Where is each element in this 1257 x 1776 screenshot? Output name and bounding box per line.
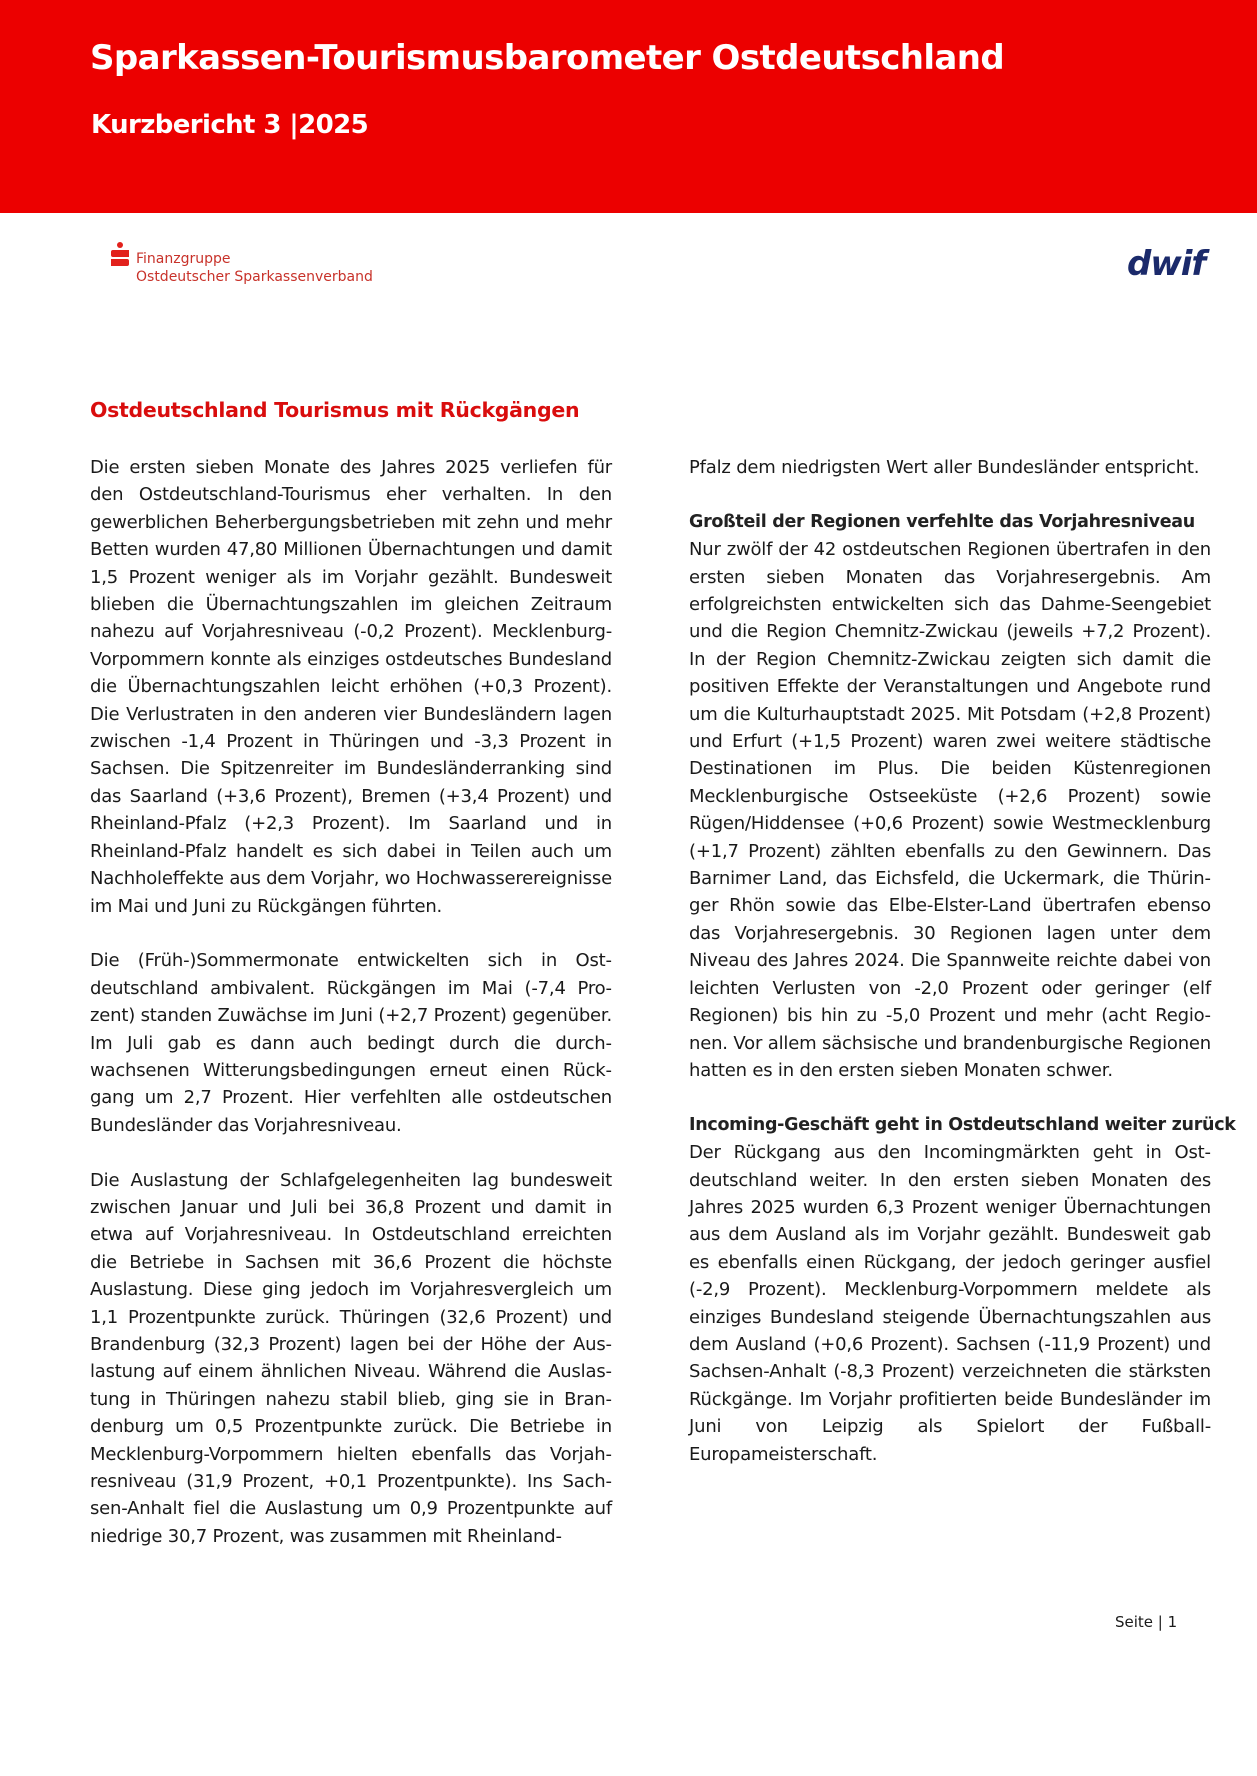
section-incoming <box>689 1112 1236 1468</box>
sparkassenverband-logo <box>110 242 373 286</box>
logo-line-1: Finanzgruppe <box>136 251 231 267</box>
paragraph: Nur zwölf der 42 ostdeutschen Regionen übertrafen in den ersten sieben Monaten das Vorjahresergebnis. Am erfolgreichsten entwickelten sich das Dahme-Seengebiet und die Region Chemnitz-Zwickau (jeweils +7,2 Prozent). In der Region Chemnitz-Zwickau zeigten sich damit die positiven Effekte der Veranstaltungen und Angebote rund um die Kulturhauptstadt 2025. Mit Potsdam (+2,8 Prozent) und Erfurt (+1,5 Prozent) waren zwei weitere städtische Destinationen im Plus. Die beiden Küstenregionen Mecklenburgische Ostseeküste (+2,6 Prozent) sowie Rügen/Hiddensee (+0,6 Prozent) sowie Westmecklenburg (+1,7 Prozent) zählten ebenfalls zu den Gewinnern. Das Barnimer Land, das Eichsfeld, die Uckermark, die Thüringer Rhön sowie das Elbe-Elster-Land übertrafen ebenso das Vorjahresergebnis. 30 Regionen lagen unter dem Niveau des Jahres 2024. Die Spannweite reichte dabei von leichten Verlusten von -2,0 Prozent oder geringer (elf Regionen) bis hin zu -5,0 Prozent und mehr (acht Regionen. Vor allem sächsische und brandenburgische Regionen hatten es in den ersten sieben Monaten schwer. <box>689 539 1211 1081</box>
header-banner <box>0 0 1257 213</box>
right-column <box>689 454 1236 1468</box>
section-regionen <box>689 509 1211 1085</box>
logo-line-2: Ostdeutscher Sparkassenverband <box>136 269 373 285</box>
logo-text <box>136 250 373 286</box>
dwif-logo: dwif <box>1127 244 1206 284</box>
subheading: Incoming-Geschäft geht in Ostdeutschland weiter zurück <box>689 1114 1236 1135</box>
article-title: Ostdeutschland Tourismus mit Rückgängen <box>90 398 580 422</box>
report-subtitle: Kurzbericht 3 |2025 <box>91 110 369 140</box>
paragraph: Die (Früh-)Sommermonate entwickelten sich in Ostdeutschland ambivalent. Rückgängen im Mai (-7,4 Prozent) standen Zuwächse im Juni (+2,7 Prozent) gegenüber. Im Juli gab es dann auch bedingt durch die durchwachsenen Witterungsbedingungen erneut einen Rückgang um 2,7 Prozent. Hier verfehlten alle ostdeutschen Bundesländer das Vorjahresniveau. <box>90 950 612 1136</box>
paragraph: Die ersten sieben Monate des Jahres 2025 verliefen für den Ostdeutschland-Tourismus eher verhalten. In den gewerblichen Beherbergungsbetrieben mit zehn und mehr Betten wurden 47,80 Millionen Übernachtungen und damit 1,5 Prozent weniger als im Vorjahr gezählt. Bundesweit blieben die Übernachtungszahlen im gleichen Zeitraum nahezu auf Vorjahresniveau (-0,2 Prozent). Mecklenburg-Vorpommern konnte als einziges ostdeutsches Bundesland die Übernachtungszahlen leicht erhöhen (+0,3 Prozent). Die Verlustraten in den anderen vier Bundesländern lagen zwischen -1,4 Prozent in Thüringen und -3,3 Prozent in Sachsen. Die Spitzenreiter im Bundesländerranking sind das Saarland (+3,6 Prozent), Bremen (+3,4 Prozent) und Rheinland-Pfalz (+2,3 Prozent). Im Saarland und in Rheinland-Pfalz handelt es sich dabei in Teilen auch um Nachholeffekte aus dem Vorjahr, wo Hochwasserereignisse im Mai und Juni zu Rückgängen führten. <box>90 457 612 917</box>
sparkasse-s-icon <box>110 242 130 270</box>
paragraph: Der Rückgang aus den Incomingmärkten geht in Ostdeutschland weiter. In den ersten sieben Monaten des Jahres 2025 wurden 6,3 Prozent weniger Übernachtungen aus dem Ausland als im Vorjahr gezählt. Bundesweit gab es ebenfalls einen Rückgang, der jedoch geringer ausfiel (-2,9 Prozent). Mecklenburg-Vorpommern meldete als einziges Bundesland steigende Übernachtungszahlen aus dem Ausland (+0,6 Prozent). Sachsen (-11,9 Prozent) und Sachsen-Anhalt (-8,3 Prozent) verzeichneten die stärksten Rückgänge. Im Vorjahr profitierten beide Bundesländer im Juni von Leipzig als Spielort der Fußball-Europameisterschaft. <box>689 1142 1211 1465</box>
left-column <box>90 454 612 1578</box>
report-title: Sparkassen-Tourismusbarometer Ostdeutschland <box>90 38 1005 78</box>
subheading: Großteil der Regionen verfehlte das Vorjahresniveau <box>689 511 1195 532</box>
page-number: Seite | 1 <box>1115 1613 1178 1631</box>
paragraph: Die Auslastung der Schlafgelegenheiten lag bundesweit zwischen Januar und Juli bei 36,8 Prozent und damit in etwa auf Vorjahresniveau. In Ostdeutschland erreichten die Betriebe in Sachsen mit 36,6 Prozent die höchste Auslastung. Diese ging jedoch im Vorjahresvergleich um 1,1 Prozentpunkte zurück. Thüringen (32,6 Prozent) und Brandenburg (32,3 Prozent) lagen bei der Höhe der Auslastung auf einem ähnlichen Niveau. Während die Auslastung in Thüringen nahezu stabil blieb, ging sie in Brandenburg um 0,5 Prozentpunkte zurück. Die Betriebe in Mecklenburg-Vorpommern hielten ebenfalls das Vorjahresniveau (31,9 Prozent, +0,1 Prozentpunkte). Ins Sachsen-Anhalt fiel die Auslastung um 0,9 Prozentpunkte auf niedrige 30,7 Prozent, was zusammen mit Rheinland- <box>90 1169 612 1547</box>
paragraph-continuation: Pfalz dem niedrigsten Wert aller Bundesländer entspricht. <box>689 457 1200 478</box>
